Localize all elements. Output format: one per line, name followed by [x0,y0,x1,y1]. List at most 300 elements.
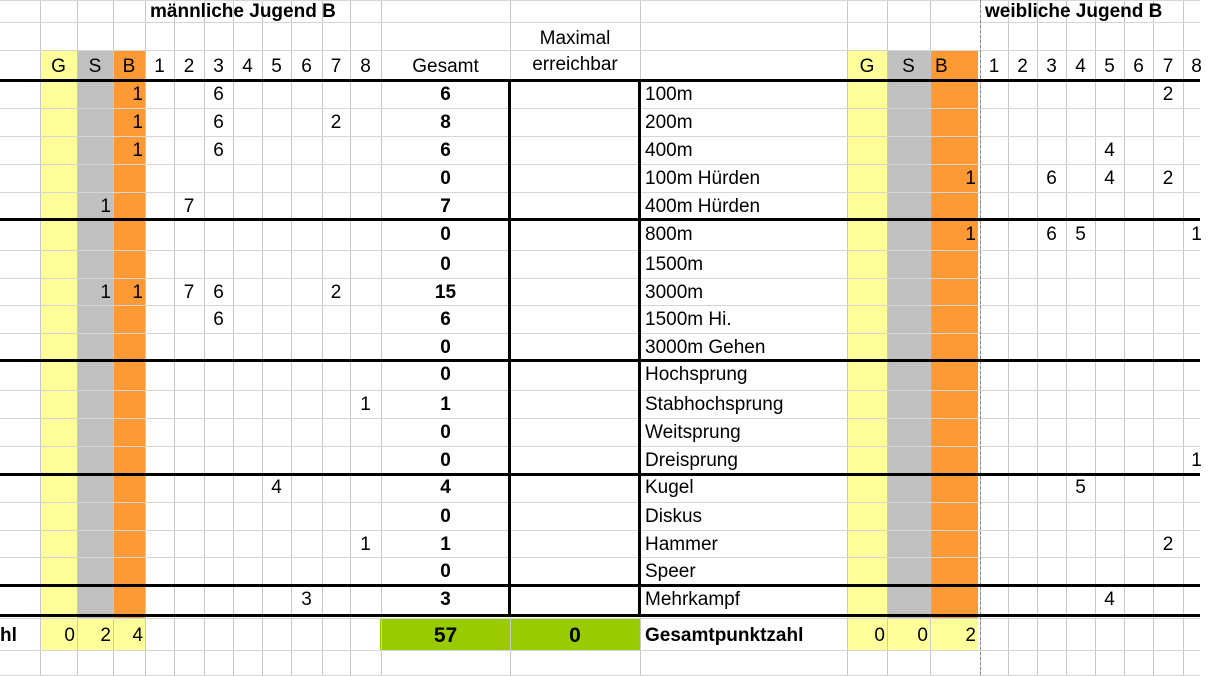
female-place-cell[interactable] [1183,136,1210,164]
female-place-cell[interactable] [1183,164,1210,192]
male-bronze-cell[interactable] [113,360,145,388]
male-bronze-cell[interactable] [113,192,145,220]
male-total-cell[interactable]: 7 [440,195,451,217]
male-place-cell[interactable]: 6 [213,111,224,133]
female-bronze-cell[interactable] [930,530,978,558]
female-place-cell[interactable] [1066,250,1095,278]
female-place-cell[interactable] [980,164,1008,192]
male-place-cell[interactable] [145,557,174,585]
female-place-cell[interactable] [980,80,1008,108]
male-place-cell[interactable] [262,557,291,585]
male-silver-cell[interactable] [77,136,113,164]
male-place-cell[interactable] [262,220,291,248]
female-place-cell[interactable] [1037,278,1066,306]
male-place-cell[interactable] [174,250,204,278]
gesamtpunktzahl-label[interactable]: Gesamtpunktzahl [645,624,804,646]
female-gold-total[interactable]: 0 [874,624,885,646]
female-place-cell[interactable] [1037,390,1066,418]
male-place-cell[interactable] [204,585,233,613]
male-place-cell[interactable] [204,360,233,388]
male-place-cell[interactable] [174,220,204,248]
female-bronze-cell[interactable] [930,390,978,418]
female-place-cell[interactable] [1066,418,1095,446]
header-place-1[interactable]: 1 [988,55,1000,77]
male-bronze-cell[interactable] [113,473,145,501]
male-place-cell[interactable] [322,164,350,192]
header-place-5[interactable]: 5 [1104,55,1115,77]
male-total-cell[interactable]: 0 [440,336,451,358]
male-silver-cell[interactable] [77,502,113,530]
female-bronze-cell[interactable] [930,136,978,164]
female-place-cell[interactable] [1124,390,1153,418]
male-total-cell[interactable]: 0 [440,505,451,527]
female-place-cell[interactable] [1008,164,1037,192]
male-silver-cell[interactable] [77,585,113,613]
male-place-cell[interactable] [350,108,381,136]
female-place-cell[interactable] [1183,530,1210,558]
female-place-cell[interactable] [1183,585,1210,613]
male-place-cell[interactable] [262,502,291,530]
male-place-cell[interactable] [350,502,381,530]
female-place-cell[interactable] [1066,278,1095,306]
male-place-cell[interactable] [322,473,350,501]
male-place-cell[interactable] [233,220,262,248]
female-bronze-cell[interactable] [930,80,978,108]
female-place-cell[interactable] [1183,278,1210,306]
female-place-cell[interactable] [1095,502,1124,530]
female-place-cell[interactable] [1008,250,1037,278]
male-total-cell[interactable]: 1 [440,533,451,555]
male-silver-cell[interactable] [77,305,113,333]
male-bronze-cell[interactable]: 1 [132,281,143,303]
male-place-cell[interactable] [145,305,174,333]
male-place-cell[interactable] [350,333,381,361]
female-place-cell[interactable]: 2 [1162,167,1174,189]
female-place-cell[interactable] [1008,502,1037,530]
male-bronze-cell[interactable]: 1 [132,111,143,133]
female-place-cell[interactable]: 6 [1046,223,1057,245]
header-place-8[interactable]: 8 [1191,55,1202,77]
female-place-cell[interactable] [1124,305,1153,333]
male-place-cell[interactable] [145,80,174,108]
header-place-4[interactable]: 4 [1075,55,1086,77]
female-place-cell[interactable] [1066,164,1095,192]
male-place-cell[interactable] [233,530,262,558]
male-place-cell[interactable] [322,220,350,248]
male-silver-cell[interactable] [77,390,113,418]
male-place-cell[interactable] [291,333,322,361]
male-place-cell[interactable] [291,360,322,388]
male-place-cell[interactable] [145,250,174,278]
male-place-cell[interactable] [291,305,322,333]
female-place-cell[interactable] [1095,220,1124,248]
female-place-cell[interactable] [1153,390,1183,418]
female-place-cell[interactable] [1153,108,1183,136]
male-place-cell[interactable] [233,278,262,306]
female-place-cell[interactable] [1124,192,1153,220]
male-place-cell[interactable]: 2 [330,111,342,133]
male-place-cell[interactable] [262,333,291,361]
female-place-cell[interactable] [980,390,1008,418]
female-place-cell[interactable] [1153,418,1183,446]
male-total-cell[interactable]: 8 [440,111,451,133]
female-place-cell[interactable]: 2 [1162,83,1174,105]
header-place-7[interactable]: 7 [1162,55,1174,77]
male-place-cell[interactable] [322,585,350,613]
female-place-cell[interactable]: 2 [1162,533,1174,555]
header-place-3[interactable]: 3 [213,55,224,77]
male-place-cell[interactable] [145,360,174,388]
female-place-cell[interactable] [1037,446,1066,474]
male-place-cell[interactable] [145,446,174,474]
female-place-cell[interactable] [1008,333,1037,361]
female-place-cell[interactable] [1095,278,1124,306]
male-place-cell[interactable] [233,473,262,501]
female-place-cell[interactable] [1183,360,1210,388]
female-place-cell[interactable] [1095,333,1124,361]
female-place-cell[interactable]: 4 [1104,167,1115,189]
male-place-cell[interactable] [174,418,204,446]
male-place-cell[interactable] [233,446,262,474]
female-place-cell[interactable] [1095,473,1124,501]
male-place-cell[interactable] [350,360,381,388]
female-place-cell[interactable] [980,278,1008,306]
female-place-cell[interactable] [980,557,1008,585]
header-place-4[interactable]: 4 [242,55,253,77]
male-silver-cell[interactable] [77,250,113,278]
female-place-cell[interactable] [980,530,1008,558]
male-place-cell[interactable] [174,305,204,333]
male-silver-cell[interactable] [77,220,113,248]
male-place-cell[interactable] [322,333,350,361]
event-label[interactable]: 1500m Hi. [645,308,732,330]
female-place-cell[interactable] [980,192,1008,220]
maximal-total[interactable]: 0 [569,623,581,647]
female-place-cell[interactable]: 4 [1104,139,1115,161]
female-place-cell[interactable] [1153,333,1183,361]
male-bronze-cell[interactable] [113,502,145,530]
female-place-cell[interactable] [1124,530,1153,558]
male-total-cell[interactable]: 0 [440,253,451,275]
male-place-cell[interactable] [291,164,322,192]
male-silver-cell[interactable] [77,446,113,474]
female-place-cell[interactable] [1153,360,1183,388]
female-place-cell[interactable] [1066,557,1095,585]
header-place-3[interactable]: 3 [1046,55,1057,77]
male-place-cell[interactable]: 4 [271,476,282,498]
male-bronze-cell[interactable]: 1 [132,139,143,161]
female-place-cell[interactable]: 5 [1075,223,1086,245]
male-total-cell[interactable]: 0 [440,363,451,385]
female-place-cell[interactable] [1037,250,1066,278]
female-place-cell[interactable] [980,220,1008,248]
female-place-cell[interactable] [1095,360,1124,388]
female-place-cell[interactable] [1037,108,1066,136]
female-place-cell[interactable] [1183,502,1210,530]
male-place-cell[interactable] [204,333,233,361]
male-place-cell[interactable] [322,305,350,333]
female-place-cell[interactable] [1037,557,1066,585]
male-bronze-cell[interactable] [113,250,145,278]
female-silver-total[interactable]: 0 [917,624,928,646]
female-place-cell[interactable] [1124,108,1153,136]
event-label[interactable]: Hochsprung [645,363,748,385]
female-place-cell[interactable] [1183,250,1210,278]
event-label[interactable]: 200m [645,111,693,133]
female-place-cell[interactable] [1095,192,1124,220]
male-place-cell[interactable] [174,557,204,585]
male-place-cell[interactable] [145,108,174,136]
male-place-cell[interactable] [233,108,262,136]
female-place-cell[interactable] [1095,305,1124,333]
event-label[interactable]: Kugel [645,476,694,498]
female-place-cell[interactable]: 1 [1191,223,1202,245]
male-place-cell[interactable] [350,164,381,192]
male-place-cell[interactable] [322,418,350,446]
female-bronze-total[interactable]: 2 [965,624,976,646]
male-place-cell[interactable] [291,473,322,501]
female-place-cell[interactable] [1183,305,1210,333]
header-place-5[interactable]: 5 [271,55,282,77]
male-place-cell[interactable] [204,473,233,501]
female-place-cell[interactable] [1095,530,1124,558]
event-label[interactable]: 3000m [645,281,704,303]
male-place-cell[interactable] [233,305,262,333]
male-silver-cell[interactable] [77,164,113,192]
male-place-cell[interactable] [262,418,291,446]
header-place-2[interactable]: 2 [1017,55,1028,77]
event-label[interactable]: 100m Hürden [645,167,761,189]
male-place-cell[interactable]: 1 [360,533,371,555]
female-place-cell[interactable] [1153,502,1183,530]
male-place-cell[interactable]: 6 [213,308,224,330]
female-bronze-cell[interactable] [930,418,978,446]
total-label-fragment[interactable]: hl [0,624,17,646]
male-total-cell[interactable]: 6 [440,308,451,330]
male-place-cell[interactable] [350,220,381,248]
male-place-cell[interactable] [145,192,174,220]
female-place-cell[interactable] [1183,192,1210,220]
male-place-cell[interactable] [291,418,322,446]
female-place-cell[interactable] [1037,360,1066,388]
male-place-cell[interactable] [204,390,233,418]
header-place-8[interactable]: 8 [360,55,371,77]
male-place-cell[interactable] [350,305,381,333]
male-silver-cell[interactable]: 1 [100,195,111,217]
male-place-cell[interactable] [204,446,233,474]
male-place-cell[interactable] [350,557,381,585]
header-erreichbar[interactable]: erreichbar [532,53,618,75]
header-g[interactable]: G [859,55,875,77]
female-place-cell[interactable] [1183,418,1210,446]
event-label[interactable]: 100m [645,83,693,105]
female-place-cell[interactable] [1008,557,1037,585]
female-place-cell[interactable]: 4 [1104,588,1115,610]
male-place-cell[interactable] [145,390,174,418]
male-place-cell[interactable] [322,136,350,164]
female-bronze-cell[interactable] [930,585,978,613]
female-place-cell[interactable] [1153,278,1183,306]
female-place-cell[interactable] [1124,333,1153,361]
female-place-cell[interactable] [980,585,1008,613]
header-s[interactable]: S [88,55,102,77]
male-bronze-cell[interactable]: 1 [132,83,143,105]
event-label[interactable]: 3000m Gehen [645,336,766,358]
female-place-cell[interactable] [1066,80,1095,108]
male-place-cell[interactable] [262,585,291,613]
header-place-6[interactable]: 6 [301,55,312,77]
male-place-cell[interactable] [322,390,350,418]
female-place-cell[interactable] [1037,473,1066,501]
male-place-cell[interactable] [322,192,350,220]
male-place-cell[interactable] [350,192,381,220]
male-place-cell[interactable] [204,250,233,278]
female-bronze-cell[interactable] [930,192,978,220]
female-place-cell[interactable] [1008,220,1037,248]
male-silver-cell[interactable] [77,473,113,501]
female-bronze-cell[interactable] [930,557,978,585]
event-label[interactable]: Mehrkampf [645,588,741,610]
male-place-cell[interactable] [174,530,204,558]
header-place-1[interactable]: 1 [154,55,165,77]
male-place-cell[interactable] [262,192,291,220]
header-b[interactable]: B [122,55,136,77]
male-place-cell[interactable] [322,80,350,108]
male-total-cell[interactable]: 0 [440,560,451,582]
event-label[interactable]: Diskus [645,505,703,527]
male-place-cell[interactable] [350,418,381,446]
male-place-cell[interactable] [145,502,174,530]
male-place-cell[interactable] [174,333,204,361]
female-place-cell[interactable] [1124,473,1153,501]
female-bronze-cell[interactable] [930,473,978,501]
male-silver-cell[interactable] [77,80,113,108]
male-place-cell[interactable]: 7 [183,195,195,217]
female-place-cell[interactable] [1008,136,1037,164]
male-silver-cell[interactable] [77,108,113,136]
female-place-cell[interactable] [1124,250,1153,278]
male-silver-cell[interactable] [77,530,113,558]
male-place-cell[interactable] [204,418,233,446]
female-place-cell[interactable]: 1 [1191,449,1202,471]
female-place-cell[interactable] [1095,390,1124,418]
header-place-6[interactable]: 6 [1133,55,1144,77]
male-place-cell[interactable] [233,502,262,530]
female-place-cell[interactable] [1153,446,1183,474]
male-bronze-cell[interactable] [113,333,145,361]
event-label[interactable]: Stabhochsprung [645,393,784,415]
male-place-cell[interactable] [322,557,350,585]
male-place-cell[interactable] [291,557,322,585]
female-place-cell[interactable] [1183,473,1210,501]
section-title-female[interactable]: weibliche Jugend B [985,0,1163,22]
male-place-cell[interactable] [291,278,322,306]
female-place-cell[interactable] [1037,192,1066,220]
female-place-cell[interactable] [1153,192,1183,220]
female-place-cell[interactable] [1124,557,1153,585]
female-place-cell[interactable]: 6 [1046,167,1057,189]
male-bronze-cell[interactable] [113,446,145,474]
female-place-cell[interactable] [1124,220,1153,248]
male-place-cell[interactable] [174,80,204,108]
male-total-cell[interactable]: 4 [440,476,451,498]
female-place-cell[interactable] [1066,305,1095,333]
male-place-cell[interactable] [350,136,381,164]
female-place-cell[interactable] [1066,585,1095,613]
female-place-cell[interactable] [1124,585,1153,613]
male-place-cell[interactable] [262,164,291,192]
event-label[interactable]: 400m [645,139,693,161]
female-place-cell[interactable] [1037,585,1066,613]
male-place-cell[interactable] [204,220,233,248]
male-place-cell[interactable] [350,446,381,474]
female-place-cell[interactable] [1066,136,1095,164]
female-place-cell[interactable] [1124,80,1153,108]
female-bronze-cell[interactable] [930,360,978,388]
male-place-cell[interactable] [291,446,322,474]
male-place-cell[interactable] [233,360,262,388]
female-place-cell[interactable] [1095,250,1124,278]
male-place-cell[interactable] [291,192,322,220]
event-label[interactable]: Speer [645,560,696,582]
male-bronze-cell[interactable] [113,164,145,192]
female-bronze-cell[interactable] [930,502,978,530]
female-place-cell[interactable] [1037,80,1066,108]
female-place-cell[interactable] [1066,333,1095,361]
female-place-cell[interactable] [1183,80,1210,108]
male-place-cell[interactable] [291,220,322,248]
male-place-cell[interactable] [174,502,204,530]
female-place-cell[interactable] [980,305,1008,333]
male-place-cell[interactable] [145,136,174,164]
male-place-cell[interactable] [174,360,204,388]
event-label[interactable]: 1500m [645,253,704,275]
male-place-cell[interactable]: 1 [360,393,371,415]
male-silver-cell[interactable] [77,333,113,361]
male-place-cell[interactable] [145,164,174,192]
female-place-cell[interactable] [1066,446,1095,474]
female-place-cell[interactable] [1037,136,1066,164]
male-place-cell[interactable] [145,585,174,613]
male-place-cell[interactable] [350,473,381,501]
female-place-cell[interactable] [1008,192,1037,220]
male-place-cell[interactable] [233,390,262,418]
female-place-cell[interactable] [1066,360,1095,388]
male-total-cell[interactable]: 3 [440,588,451,610]
male-place-cell[interactable] [233,192,262,220]
female-place-cell[interactable] [1008,360,1037,388]
female-place-cell[interactable]: 5 [1075,476,1086,498]
female-place-cell[interactable] [1095,446,1124,474]
male-place-cell[interactable] [233,80,262,108]
header-place-2[interactable]: 2 [183,55,195,77]
header-maximal[interactable]: Maximal [539,27,611,49]
female-place-cell[interactable] [1008,530,1037,558]
female-place-cell[interactable] [1066,502,1095,530]
male-silver-cell[interactable] [77,557,113,585]
event-label[interactable]: Dreisprung [645,449,738,471]
male-place-cell[interactable] [145,530,174,558]
male-place-cell[interactable] [350,278,381,306]
male-place-cell[interactable] [322,502,350,530]
male-place-cell[interactable] [145,333,174,361]
female-place-cell[interactable] [1183,108,1210,136]
male-place-cell[interactable] [145,220,174,248]
male-place-cell[interactable] [262,108,291,136]
male-place-cell[interactable] [233,250,262,278]
male-total-cell[interactable]: 15 [434,281,457,303]
female-place-cell[interactable] [1153,585,1183,613]
